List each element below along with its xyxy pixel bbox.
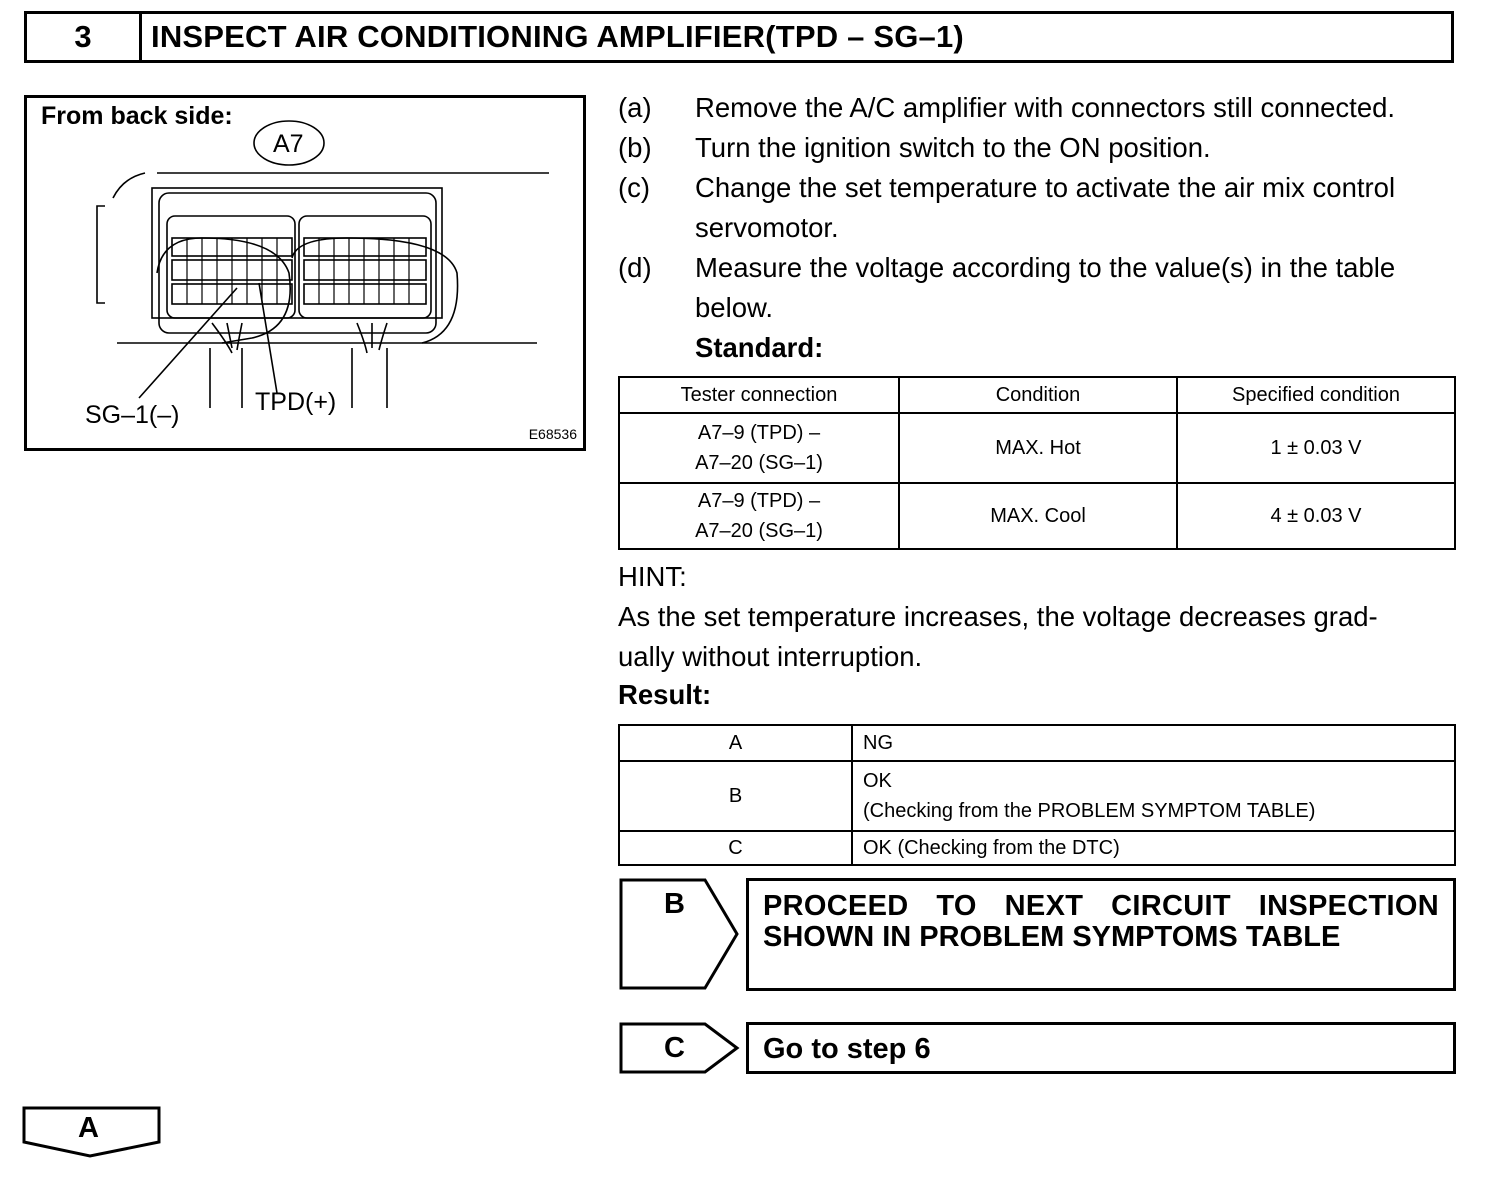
result-code: B xyxy=(619,761,852,831)
action-b-box: PROCEED TO NEXT CIRCUIT INSPECTION SHOWN IN PROBLEM SYMPTOMS TABLE xyxy=(746,878,1456,991)
result-label: Result: xyxy=(618,679,712,710)
header-tester-connection: Tester connection xyxy=(619,377,899,413)
step-number: 3 xyxy=(27,14,142,60)
hint-heading: HINT: xyxy=(618,561,687,592)
table-row xyxy=(619,725,1455,761)
condition-cell: MAX. Cool xyxy=(899,483,1177,549)
result-text: OK (Checking from the DTC) xyxy=(852,831,1455,865)
table-row xyxy=(619,483,1455,549)
condition-cell: MAX. Hot xyxy=(899,413,1177,483)
standard-label: Standard: xyxy=(695,332,824,363)
table-row xyxy=(619,761,1455,831)
spec-cell: 1 ± 0.03 V xyxy=(1177,413,1455,483)
next-step-code: A xyxy=(78,1112,99,1144)
sg-terminal-label: SG–1(–) xyxy=(85,401,180,429)
result-table xyxy=(618,724,1456,866)
step-header xyxy=(24,11,1454,63)
hint-text: As the set temperature increases, the voltage decreases grad- ually without interruption. xyxy=(618,601,1378,672)
action-c-code: C xyxy=(664,1032,685,1064)
result-text: NG xyxy=(852,725,1455,761)
spec-cell: 4 ± 0.03 V xyxy=(1177,483,1455,549)
tpd-terminal-label: TPD(+) xyxy=(255,388,337,416)
tester-connection-cell: A7–9 (TPD) – A7–20 (SG–1) xyxy=(619,483,899,549)
connector-label: A7 xyxy=(273,130,304,158)
figure-title: From back side: xyxy=(41,102,233,130)
result-code: C xyxy=(619,831,852,865)
action-c-box: Go to step 6 xyxy=(746,1022,1456,1074)
table-row xyxy=(619,831,1455,865)
action-b-code: B xyxy=(664,888,685,920)
header-specified-condition: Specified condition xyxy=(1177,377,1455,413)
step-title: INSPECT AIR CONDITIONING AMPLIFIER(TPD – SG–1) xyxy=(151,19,964,54)
table-row xyxy=(619,413,1455,483)
header-condition: Condition xyxy=(899,377,1177,413)
result-code: A xyxy=(619,725,852,761)
figure-code: E68536 xyxy=(528,426,577,442)
standard-table xyxy=(618,376,1456,550)
tester-connection-cell: A7–9 (TPD) – A7–20 (SG–1) xyxy=(619,413,899,483)
connector-figure xyxy=(24,95,586,451)
result-text: OK (Checking from the PROBLEM SYMPTOM TABLE) xyxy=(852,761,1455,831)
